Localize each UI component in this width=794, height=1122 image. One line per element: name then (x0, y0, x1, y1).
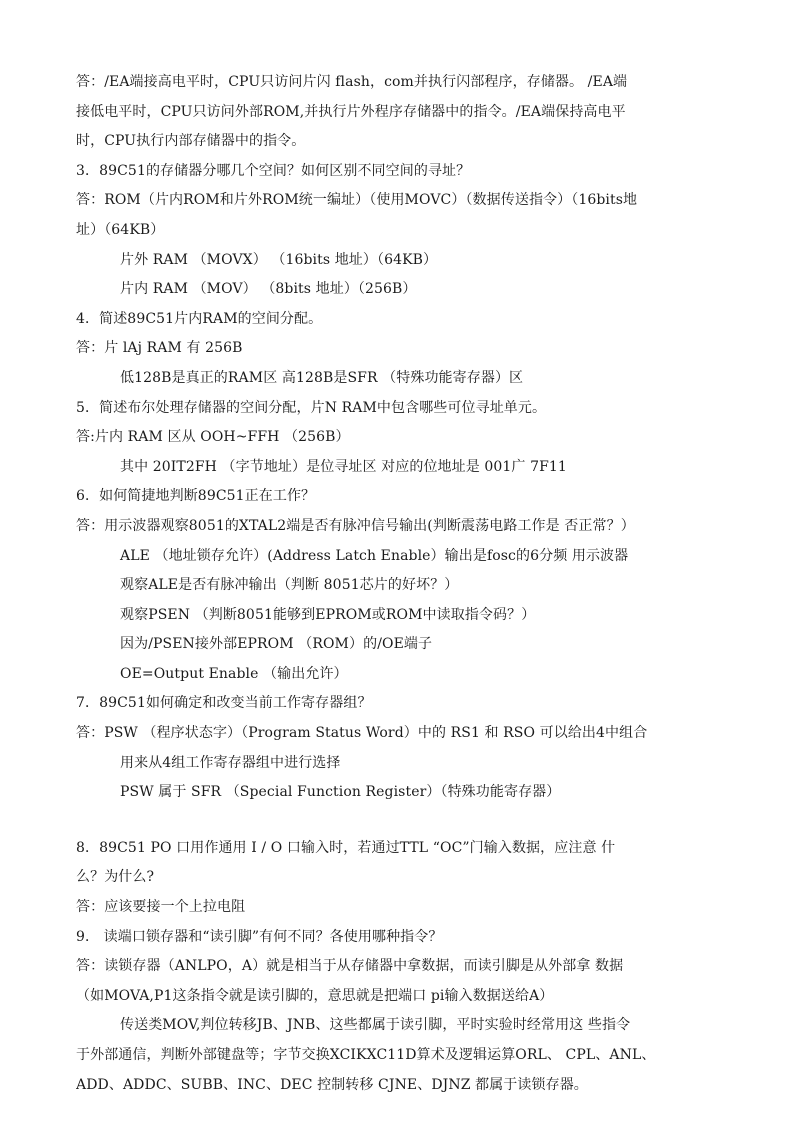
text-line: 4．简述89C51片内RAM的空间分配。 (76, 310, 323, 327)
text-line: 用来从4组工作寄存器组中进行选择 (120, 754, 341, 771)
text-line: 片外 RAM （MOVX） （16bits 地址）（64KB） (120, 251, 438, 268)
text-line: 答：PSW （程序状态字）（Program Status Word）中的 RS1 和 RSO 可以给出4中组合 (76, 725, 648, 742)
text-line: （如MOVA,P1这条指令就是读引脚的，意思就是把端口 pi输入数据送给A） (76, 987, 554, 1004)
paragraph-spacer (76, 808, 724, 834)
text-line: ALE （地址锁存允许）(Address Latch Enable）输出是fosc的6分频 用示波器 (120, 547, 629, 564)
text-line: 答:片内 RAM 区从 OOH~FFH （256B） (76, 429, 350, 446)
text-line: 址）（64KB） (76, 221, 165, 238)
text-line: 答：应该要接一个上拉电阻 (76, 899, 246, 916)
text-line: 3．89C51的存储器分哪几个空间？如何区别不同空间的寻址？ (76, 162, 471, 179)
text-line: 于外部通信，判断外部键盘等；字节交换XCIKXC11D算术及逻辑运算ORL、 CPL、ANL、 (76, 1047, 656, 1063)
text-line: 答：/EA端接高电平时，CPU只访问片闪 flash，com并执行闪部程序，存储器。 /EA端 (76, 74, 628, 90)
text-line: 答：片 lAj RAM 有 256B (76, 340, 243, 357)
text-line: 低128B是真正的RAM区 高128B是SFR （特殊功能寄存器）区 (120, 369, 524, 386)
document-page (76, 68, 724, 1100)
text-line: 传送类MOV,判位转移JB、JNB、这些都属于读引脚，平时实验时经常用这 些指令 (120, 1017, 631, 1034)
text-line: ADD、ADDC、SUBB、INC、DEC 控制转移 CJNE、DJNZ 都属于读锁存器。 (76, 1076, 588, 1093)
text-line: 答：用示波器观察8051的XTAL2端是否有脉冲信号输出(判断震荡电路工作是 否正常？） (76, 517, 635, 534)
text-line: OE=Output Enable （输出允许） (120, 665, 348, 682)
text-line: 答：ROM（片内ROM和片外ROM统一编址）（使用MOVC）（数据传送指令）（16bits地 (76, 192, 638, 209)
text-line: 片内 RAM （MOV） （8bits 地址）（256B） (120, 281, 417, 298)
text-line: 6．如何简捷地判断89C51正在工作？ (76, 488, 316, 505)
text-line: 8．89C51 PO 口用作通用 I / O 口输入时，若通过TTL “OC”门输入数据，应注意 什 (76, 839, 616, 856)
text-line: 观察ALE是否有脉冲输出（判断 8051芯片的好坏？） (120, 577, 459, 594)
text-line: 7．89C51如何确定和改变当前工作寄存器组？ (76, 695, 372, 712)
text-line: 9． 读端口锁存器和“读引脚”有何不同？各使用哪种指令？ (76, 928, 443, 945)
text-line: 5．简述布尔处理存储器的空间分配，片N RAM中包含哪些可位寻址单元。 (76, 399, 547, 416)
text-line: 观察PSEN （判断8051能够到EPROM或ROM中读取指令码？） (120, 606, 536, 623)
text-line: PSW 属于 SFR （Special Function Register）（特殊功能寄存器） (120, 784, 561, 801)
text-line: 因为/PSEN接外部EPROM （ROM）的/OE端子 (120, 636, 433, 653)
text-line: 答：读锁存器（ANLPO，A）就是相当于从存储器中拿数据，而读引脚是从外部拿 数据 (76, 958, 624, 975)
text-line: 么？为什么? (76, 869, 155, 886)
text-line: 接低电平时，CPU只访问外部ROM,并执行片外程序存储器中的指令。/EA端保持高电平 (76, 103, 626, 120)
text-line: 时，CPU执行内部存储器中的指令。 (76, 133, 306, 150)
text-line: 其中 20IT2FH （字节地址）是位寻址区 对应的位地址是 001广 7F11 (120, 458, 567, 475)
